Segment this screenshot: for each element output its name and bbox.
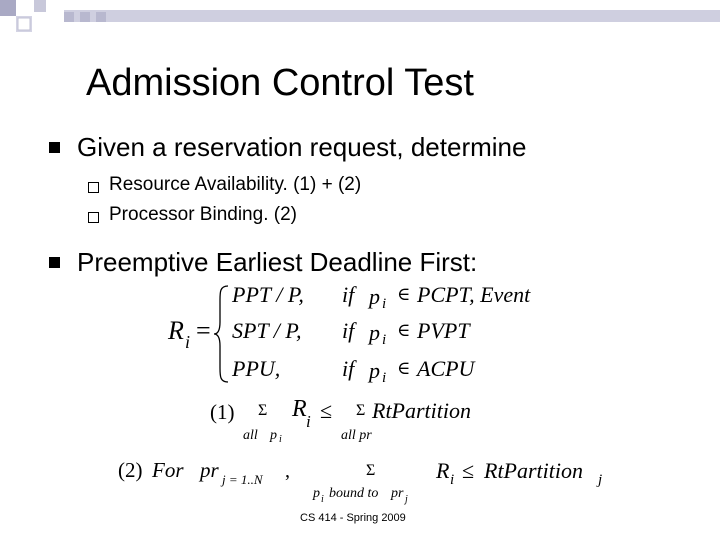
element-of-symbol: ∈ <box>397 284 411 304</box>
sum-symbol: Σ <box>258 402 268 419</box>
case-1-expression: PPT / P, <box>232 282 304 307</box>
formula-1-rhs: RtPartition <box>372 398 471 423</box>
formula-2-pr: pr <box>200 458 219 482</box>
formula-1-leq: ≤ <box>320 398 333 423</box>
formula-1-r: R <box>292 396 307 422</box>
case-3-p: p <box>369 358 380 383</box>
formula-2-rhs-subscript: j <box>598 472 603 488</box>
formula-r: R <box>168 316 184 345</box>
case-3-if: if <box>342 356 355 381</box>
element-of-symbol: ∈ <box>397 358 411 378</box>
sub-bullet-1-text: Resource Availability. (1) + (2) <box>109 174 362 195</box>
case-1-set: PCPT, Event <box>417 282 531 307</box>
sub-bullet-box-icon <box>88 212 99 223</box>
formula-2-comma: , <box>285 460 290 482</box>
formula-2-pr-subscript: j = 1..N <box>222 472 263 487</box>
sum-subscript-pr: pr <box>391 486 404 501</box>
formula-2-for: For <box>152 458 184 482</box>
sum-2-subscript: all pr <box>341 428 372 443</box>
sum-symbol: Σ <box>366 462 376 479</box>
case-1-if: if <box>342 282 355 307</box>
sum-1-subscript-all: all <box>243 428 258 443</box>
formula-2-label: (2) <box>118 458 143 482</box>
element-of-symbol: ∈ <box>397 320 411 340</box>
formula-2-leq: ≤ <box>462 458 475 483</box>
sum-subscript-i: i <box>321 494 324 505</box>
sum-subscript-j: j <box>405 494 408 505</box>
bullet-square-icon <box>49 257 60 268</box>
sum-1-subscript-i: i <box>279 434 282 445</box>
bullet-square-icon <box>49 142 60 153</box>
bullet-1-text: Given a reservation request, determine <box>77 132 527 162</box>
slide-title: Admission Control Test <box>86 62 474 104</box>
case-1-p-subscript: i <box>382 296 387 312</box>
case-2-expression: SPT / P, <box>232 318 302 343</box>
case-3-expression: PPU, <box>232 356 281 381</box>
case-3-p-subscript: i <box>382 370 387 386</box>
formula-equals: = <box>196 316 211 345</box>
bullet-2-text: Preemptive Earliest Deadline First: <box>77 247 478 277</box>
sub-bullet-box-icon <box>88 182 99 193</box>
formula-1-r-subscript: i <box>306 412 311 431</box>
sum-symbol: Σ <box>356 402 366 419</box>
case-2-set: PVPT <box>417 318 470 343</box>
formula-1-label: (1) <box>210 400 235 424</box>
sub-bullet-2-text: Processor Binding. (2) <box>109 204 297 225</box>
left-brace-icon <box>212 284 230 384</box>
formula-r-subscript: i <box>185 332 191 352</box>
case-2-p: p <box>369 320 380 345</box>
case-2-if: if <box>342 318 355 343</box>
formula-2-r: R <box>436 458 450 483</box>
sum-1-subscript-p: p <box>270 428 277 443</box>
case-3-set: ACPU <box>417 356 475 381</box>
sum-subscript-bound-to: bound to <box>329 486 379 501</box>
corner-decoration <box>0 0 720 40</box>
sum-subscript-p: p <box>313 486 320 501</box>
slide-footer: CS 414 - Spring 2009 <box>300 512 406 524</box>
formula-2-rhs: RtPartition <box>484 458 583 483</box>
case-2-p-subscript: i <box>382 332 387 348</box>
case-1-p: p <box>369 284 380 309</box>
formula-2-r-subscript: i <box>450 472 455 488</box>
